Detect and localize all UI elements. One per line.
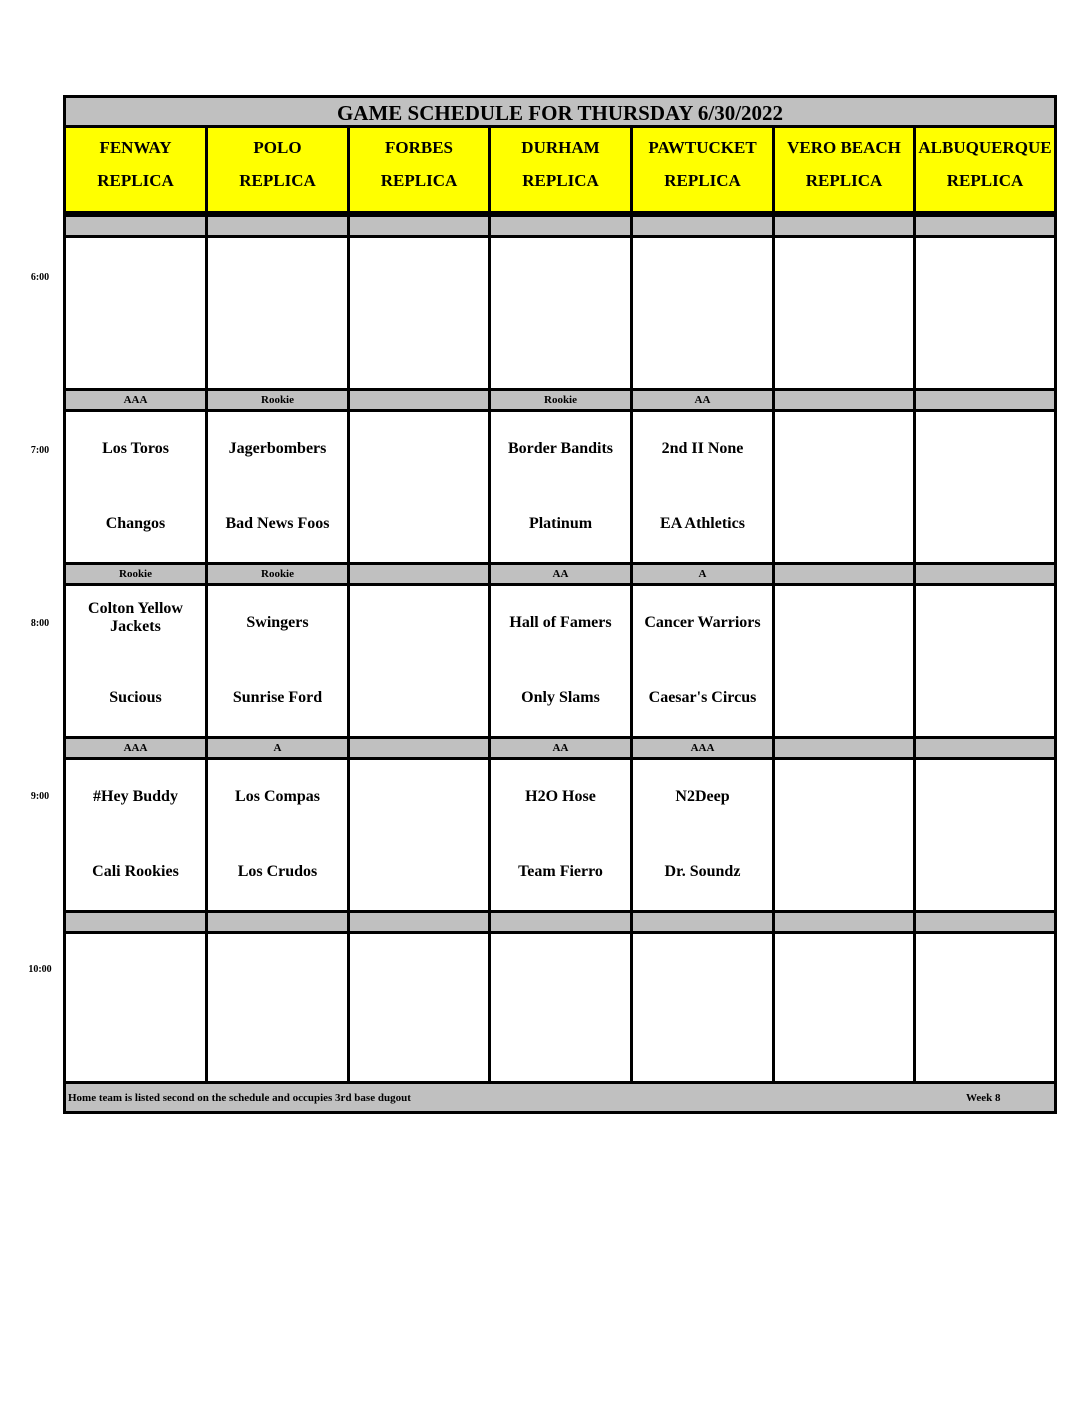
time-label: 8:00	[30, 618, 50, 629]
game-cell	[633, 760, 772, 910]
division-label	[916, 388, 1054, 412]
division-label	[633, 910, 772, 934]
division-label	[775, 736, 913, 760]
field-column-2	[208, 128, 350, 1084]
field-header	[491, 128, 630, 214]
division-label	[208, 214, 347, 238]
division-label	[491, 910, 630, 934]
field-name: FENWAY	[99, 138, 172, 157]
division-label	[775, 562, 913, 586]
division-label	[66, 910, 205, 934]
game-cell	[916, 412, 1054, 562]
game-cell	[775, 760, 913, 910]
game-cell	[208, 412, 347, 562]
field-header	[916, 128, 1054, 214]
schedule-title: GAME SCHEDULE FOR THURSDAY 6/30/2022	[66, 98, 1054, 128]
field-column-3	[350, 128, 491, 1084]
division-label	[916, 910, 1054, 934]
game-cell	[916, 586, 1054, 736]
field-column-4	[491, 128, 633, 1084]
game-cell	[775, 934, 913, 1084]
division-label	[350, 562, 488, 586]
game-cell	[66, 934, 205, 1084]
game-cell	[350, 586, 488, 736]
game-cell	[66, 586, 205, 736]
division-label: A	[633, 562, 772, 586]
game-cell	[350, 412, 488, 562]
field-type: REPLICA	[97, 171, 174, 190]
game-cell	[350, 760, 488, 910]
home-team: Cali Rookies	[92, 863, 179, 880]
away-team: Los Compas	[235, 788, 320, 805]
field-type: REPLICA	[664, 171, 741, 190]
field-header	[775, 128, 913, 214]
home-team-note: Home team is listed second on the schedule and occupies 3rd base dugout	[68, 1092, 411, 1104]
division-label: Rookie	[208, 562, 347, 586]
field-header	[350, 128, 488, 214]
away-team: #Hey Buddy	[93, 788, 178, 805]
game-cell	[775, 238, 913, 388]
game-cell	[775, 586, 913, 736]
game-cell	[633, 586, 772, 736]
away-team: H2O Hose	[525, 788, 596, 805]
away-team: Los Toros	[102, 440, 169, 457]
game-cell	[208, 586, 347, 736]
division-label	[350, 388, 488, 412]
field-header	[66, 128, 205, 214]
field-header	[633, 128, 772, 214]
field-column-5	[633, 128, 775, 1084]
home-team: Los Crudos	[237, 863, 318, 880]
game-cell	[208, 238, 347, 388]
division-label	[633, 214, 772, 238]
division-label	[66, 214, 205, 238]
game-cell	[208, 760, 347, 910]
game-cell	[350, 934, 488, 1084]
division-label: Rookie	[491, 388, 630, 412]
game-cell	[633, 238, 772, 388]
home-team: Dr. Soundz	[664, 863, 741, 880]
field-type: REPLICA	[239, 171, 316, 190]
field-column-7	[916, 128, 1054, 1084]
away-team: Jagerbombers	[228, 440, 327, 457]
game-cell	[66, 760, 205, 910]
home-team: Changos	[105, 515, 166, 532]
field-name: VERO BEACH	[787, 138, 901, 157]
game-cell	[491, 760, 630, 910]
game-cell	[66, 412, 205, 562]
home-team: Bad News Foos	[225, 515, 330, 532]
away-team: Swingers	[246, 614, 309, 631]
game-cell	[491, 586, 630, 736]
game-cell	[916, 934, 1054, 1084]
division-label	[350, 910, 488, 934]
field-name: DURHAM	[521, 138, 600, 157]
division-label: AA	[491, 562, 630, 586]
field-name: PAWTUCKET	[648, 138, 757, 157]
game-cell	[491, 238, 630, 388]
field-name: POLO	[253, 138, 302, 157]
game-cell	[350, 238, 488, 388]
game-cell	[633, 412, 772, 562]
division-label: A	[208, 736, 347, 760]
division-label	[775, 910, 913, 934]
away-team: Colton Yellow Jackets	[88, 600, 183, 635]
game-cell	[491, 934, 630, 1084]
away-team: N2Deep	[675, 788, 730, 805]
division-label: AA	[633, 388, 772, 412]
field-name: ALBUQUERQUE	[918, 138, 1052, 157]
home-team: Only Slams	[521, 689, 600, 706]
game-cell	[633, 934, 772, 1084]
time-label: 7:00	[30, 445, 50, 456]
field-type: REPLICA	[946, 171, 1024, 190]
division-label: AAA	[66, 388, 205, 412]
home-team: EA Athletics	[660, 515, 745, 532]
division-label	[208, 910, 347, 934]
home-team: Platinum	[528, 515, 593, 532]
away-team: Cancer Warriors	[644, 614, 761, 631]
home-team: Team Fierro	[518, 863, 603, 880]
division-label: AA	[491, 736, 630, 760]
division-label: Rookie	[208, 388, 347, 412]
home-team: Sunrise Ford	[232, 689, 323, 706]
game-cell	[916, 238, 1054, 388]
division-label	[916, 562, 1054, 586]
game-cell	[491, 412, 630, 562]
field-name: FORBES	[384, 138, 454, 157]
home-team: Sucious	[109, 689, 162, 706]
time-label: 10:00	[28, 964, 52, 975]
game-cell	[208, 934, 347, 1084]
division-label: Rookie	[66, 562, 205, 586]
game-cell	[775, 412, 913, 562]
division-label	[350, 214, 488, 238]
game-cell	[66, 238, 205, 388]
division-label	[775, 214, 913, 238]
division-label	[491, 214, 630, 238]
game-cell	[916, 760, 1054, 910]
division-label	[350, 736, 488, 760]
field-column-1	[66, 128, 208, 1084]
field-column-6	[775, 128, 916, 1084]
division-label	[916, 214, 1054, 238]
division-label: AAA	[633, 736, 772, 760]
division-label: AAA	[66, 736, 205, 760]
away-team: 2nd II None	[661, 440, 744, 457]
schedule-footer	[66, 1081, 1054, 1111]
division-label	[916, 736, 1054, 760]
away-team: Border Bandits	[507, 440, 614, 457]
week-label: Week 8	[966, 1092, 1001, 1104]
away-team: Hall of Famers	[509, 614, 612, 631]
field-type: REPLICA	[380, 171, 458, 190]
field-header	[208, 128, 347, 214]
division-label	[775, 388, 913, 412]
home-team: Caesar's Circus	[648, 689, 757, 706]
field-type: REPLICA	[522, 171, 599, 190]
time-label: 9:00	[30, 791, 50, 802]
time-label: 6:00	[30, 272, 50, 283]
field-type: REPLICA	[805, 171, 883, 190]
schedule-sheet	[63, 95, 1057, 1114]
